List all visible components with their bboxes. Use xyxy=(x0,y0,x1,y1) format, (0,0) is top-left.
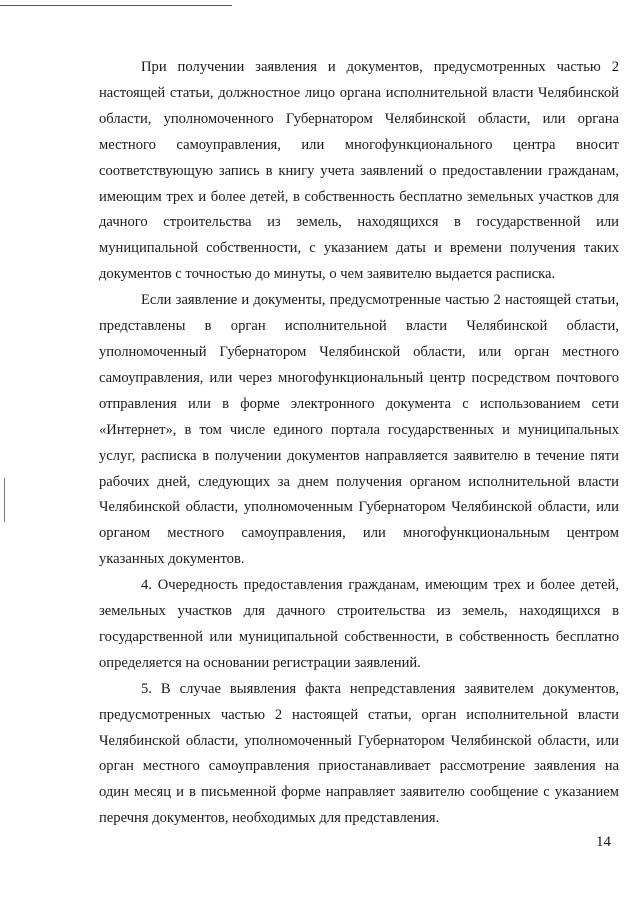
scan-margin-mark xyxy=(4,478,5,522)
paragraph-order-of-provision: 4. Очередность предоставления гражданам, имеющим трех и более детей, земельных участков для дачного строительства из земель, находящихся в государственной или муниципальной собственности, в собственность бесплатно определяется на основании регистрации заявлений. xyxy=(99,577,619,671)
header-rule xyxy=(0,5,232,6)
paragraph-suspension-of-review: 5. В случае выявления факта непредставления заявителем документов, предусмотренных частью 2 настоящей статьи, орган исполнительной власти Челябинской области, уполномоченный Губернатором Челябинской области, или орган местного самоуправления приостанавливает рассмотрение заявления на один месяц и в письменной форме направляет заявителю сообщение с указанием перечня документов, необходимых для представления. xyxy=(99,680,619,827)
page-number: 14 xyxy=(596,834,611,850)
paragraph-receipt-by-mail: Если заявление и документы, предусмотренные частью 2 настоящей статьи, представлены в орган исполнительной власти Челябинской области, уполномоченный Губернатором Челябинской области, или орган местного самоуправления, или через многофункциональный центр посредством почтового отправления или в форме электронного документа с использованием сети «Интернет», в том числе единого портала государственных и муниципальных услуг, расписка в получении документов направляется заявителю в течение пяти рабочих дней, следующих за днем получения органом исполнительной власти Челябинской области, уполномоченным Губернатором Челябинской области, или органом местного самоуправления, или многофункциональным центром указанных документов. xyxy=(99,292,619,568)
document-body xyxy=(99,55,619,832)
paragraph-registration-record: При получении заявления и документов, предусмотренных частью 2 настоящей статьи, должностное лицо органа исполнительной власти Челябинской области, уполномоченного Губернатором Челябинской области, или органа местного самоуправления, или многофункционального центра вносит соответствующую запись в книгу учета заявлений о предоставлении гражданам, имеющим трех и более детей, в собственность бесплатно земельных участков для дачного строительства из земель, находящихся в государственной или муниципальной собственности, с указанием даты и времени получения таких документов с точностью до минуты, о чем заявителю выдается расписка. xyxy=(99,59,619,283)
